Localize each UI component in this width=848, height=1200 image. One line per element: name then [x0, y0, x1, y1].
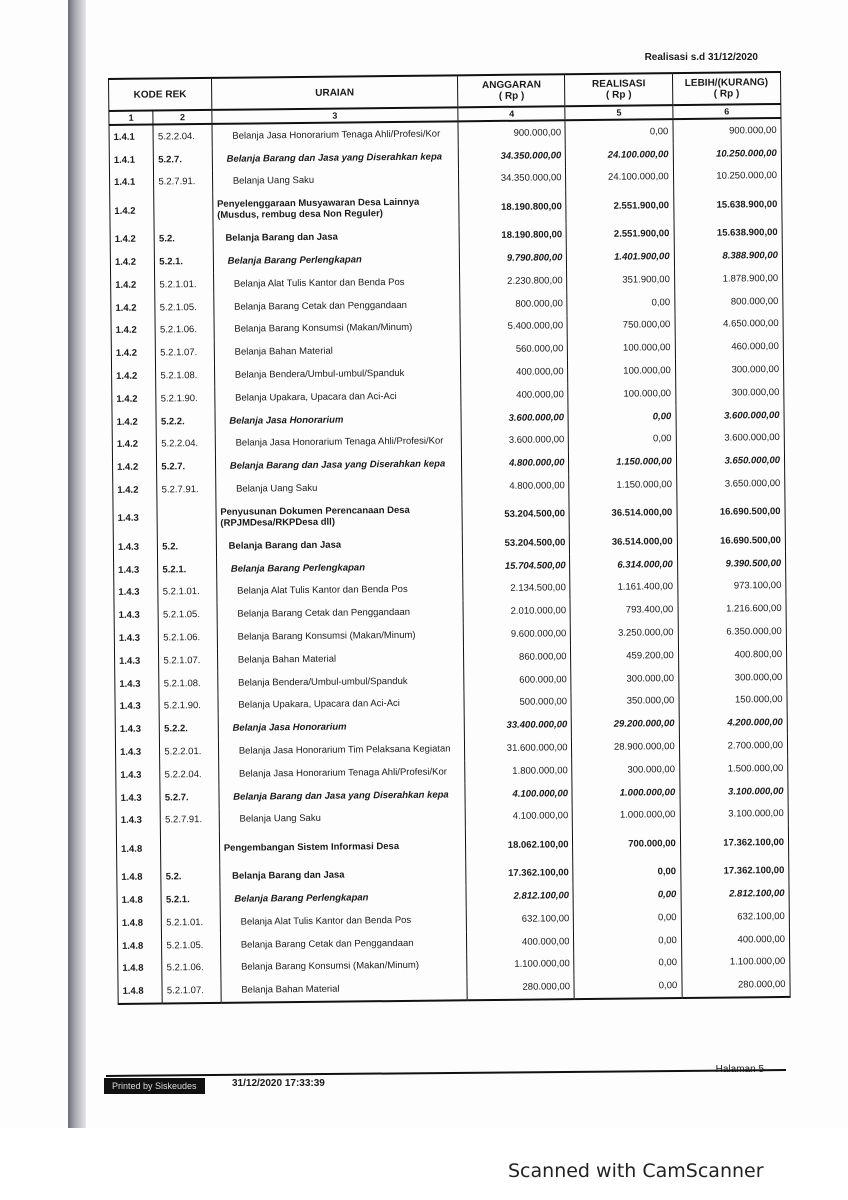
cell-lebih-kurang: 460.000,00 — [675, 335, 784, 359]
header-anggaran — [458, 74, 566, 107]
cell-lebih-kurang: 280.000,00 — [682, 973, 791, 998]
cell-kode-1: 1.4.3 — [114, 649, 159, 672]
cell-uraian: Belanja Barang Cetak dan Penggandaan — [220, 931, 467, 956]
cell-kode-2: 5.2.7. — [160, 786, 219, 809]
cell-uraian: Belanja Barang Perlengkapan — [216, 555, 463, 580]
cell-kode-2: 5.2. — [161, 865, 220, 888]
cell-uraian: Penyelenggaraan Musyawaran Desa Lainnya (Musdus, rembug desa Non Reguler) — [212, 191, 459, 228]
cell-kode-2: 5.2.1.05. — [155, 296, 214, 319]
cell-kode-1: 1.4.8 — [117, 911, 162, 934]
cell-uraian: Belanja Alat Tulis Kantor dan Benda Pos — [217, 578, 464, 603]
cell-realisasi: 24.100.000,00 — [566, 166, 673, 190]
cell-uraian: Belanja Bahan Material — [221, 977, 468, 1003]
cell-anggaran: 34.350.000,00 — [459, 167, 566, 191]
cell-realisasi: 0,00 — [565, 119, 672, 144]
cell-kode-1: 1.4.8 — [117, 889, 162, 912]
cell-kode-2: 5.2.1.08. — [159, 672, 218, 695]
cell-uraian: Belanja Upakara, Upacara dan Aci-Aci — [218, 692, 465, 717]
cell-realisasi: 28.900.000,00 — [572, 735, 679, 759]
cell-uraian: Belanja Barang Konsumsi (Makan/Minum) — [220, 954, 467, 979]
cell-uraian: Belanja Barang Konsumsi (Makan/Minum) — [214, 316, 461, 341]
column-number: 1 — [109, 111, 153, 125]
cell-realisasi: 300.000,00 — [571, 667, 678, 691]
cell-realisasi: 459.200,00 — [571, 644, 678, 668]
cell-realisasi: 0,00 — [569, 428, 676, 452]
cell-lebih-kurang: 2.812.100,00 — [681, 882, 790, 906]
cell-lebih-kurang: 8.388.900,00 — [674, 244, 783, 268]
cell-kode-1: 1.4.3 — [115, 672, 160, 695]
cell-uraian: Belanja Alat Tulis Kantor dan Benda Pos — [220, 908, 467, 933]
cell-lebih-kurang: 16.690.500,00 — [677, 529, 786, 553]
cell-anggaran: 1.800.000,00 — [465, 759, 572, 783]
cell-kode-1: 1.4.2 — [111, 342, 156, 365]
cell-realisasi: 700.000,00 — [573, 826, 681, 861]
budget-realization-table — [108, 71, 791, 1005]
cell-kode-1: 1.4.3 — [114, 604, 159, 627]
cell-kode-1: 1.4.2 — [112, 365, 157, 388]
cell-kode-2: 5.2.2.01. — [160, 740, 219, 763]
cell-kode-1: 1.4.8 — [118, 980, 163, 1004]
cell-anggaran: 4.800.000,00 — [462, 474, 569, 498]
cell-kode-2: 5.2.7.91. — [160, 808, 219, 831]
cell-kode-1: 1.4.3 — [114, 581, 159, 604]
cell-anggaran: 18.062.100,00 — [466, 827, 574, 862]
cell-realisasi: 100.000,00 — [568, 382, 675, 406]
cell-uraian: Belanja Uang Saku — [219, 806, 466, 831]
cell-lebih-kurang: 17.362.100,00 — [680, 859, 789, 883]
cell-anggaran: 4.100.000,00 — [465, 805, 572, 829]
cell-kode-1: 1.4.2 — [112, 456, 157, 479]
cell-uraian: Belanja Barang dan Jasa yang Diserahkan kepa — [219, 783, 466, 808]
cell-realisasi: 0,00 — [574, 929, 681, 953]
cell-kode-1: 1.4.3 — [113, 535, 158, 558]
cell-kode-2: 5.2.2.04. — [157, 432, 216, 455]
cell-kode-2: 5.2.1. — [158, 558, 217, 581]
cell-lebih-kurang: 3.600.000,00 — [676, 404, 785, 428]
cell-anggaran: 15.704.500,00 — [463, 554, 570, 578]
cell-kode-1: 1.4.2 — [111, 274, 156, 297]
cell-kode-2: 5.2.1. — [161, 888, 220, 911]
cell-kode-1: 1.4.2 — [110, 228, 155, 251]
header-realisasi-label: REALISASI — [591, 78, 646, 90]
cell-lebih-kurang: 6.350.000,00 — [678, 620, 787, 644]
cell-kode-2: 5.2.7. — [154, 148, 213, 171]
cell-kode-1: 1.4.2 — [112, 433, 157, 456]
cell-kode-1: 1.4.3 — [114, 627, 159, 650]
cell-realisasi: 1.150.000,00 — [569, 450, 676, 474]
cell-anggaran: 860.000,00 — [464, 645, 571, 669]
cell-kode-1: 1.4.2 — [112, 410, 157, 433]
cell-uraian: Belanja Jasa Honorarium — [215, 407, 462, 432]
cell-kode-2: 5.2.1.01. — [162, 911, 221, 934]
cell-anggaran: 600.000,00 — [464, 668, 571, 692]
cell-kode-2: 5.2. — [158, 535, 217, 558]
cell-realisasi: 0,00 — [574, 906, 681, 930]
cell-anggaran: 5.400.000,00 — [460, 315, 567, 339]
cell-realisasi: 1.161.400,00 — [570, 576, 677, 600]
cell-lebih-kurang: 900.000,00 — [673, 118, 782, 143]
cell-realisasi: 300.000,00 — [572, 758, 679, 782]
cell-kode-2: 5.2.7.91. — [154, 171, 213, 194]
cell-anggaran: 2.812.100,00 — [466, 884, 573, 908]
cell-uraian: Belanja Jasa Honorarium Tenaga Ahli/Profesi/Kor — [215, 430, 462, 455]
cell-lebih-kurang: 3.100.000,00 — [680, 802, 789, 826]
cell-uraian: Penyusunan Dokumen Perencanaan Desa (RPJMDesa/RKPDesa dll) — [216, 498, 463, 535]
cell-realisasi: 1.000.000,00 — [573, 804, 680, 828]
cell-kode-1: 1.4.3 — [116, 809, 161, 832]
cell-uraian: Belanja Barang Cetak dan Penggandaan — [214, 293, 461, 318]
footer-divider — [106, 1069, 786, 1077]
cell-realisasi: 0,00 — [568, 405, 675, 429]
cell-kode-1: 1.4.2 — [110, 194, 155, 228]
cell-kode-1: 1.4.8 — [117, 934, 162, 957]
cell-uraian: Pengembangan Sistem Informasi Desa — [219, 829, 466, 866]
cell-uraian: Belanja Bahan Material — [214, 339, 461, 364]
cell-kode-1: 1.4.3 — [116, 786, 161, 809]
cell-lebih-kurang: 4.200.000,00 — [679, 711, 788, 735]
column-number: 3 — [212, 107, 459, 124]
cell-lebih-kurang: 1.500.000,00 — [679, 757, 788, 781]
cell-anggaran: 400.000,00 — [461, 383, 568, 407]
cell-kode-2: 5.2.2.04. — [160, 763, 219, 786]
cell-kode-2: 5.2.1.01. — [158, 580, 217, 603]
cell-uraian: Belanja Barang Cetak dan Penggandaan — [217, 601, 464, 626]
cell-realisasi: 36.514.000,00 — [569, 496, 677, 531]
cell-realisasi: 2.551.900,00 — [566, 188, 674, 223]
cell-lebih-kurang: 3.600.000,00 — [676, 427, 785, 451]
column-number: 4 — [458, 106, 565, 121]
cell-kode-1: 1.4.2 — [110, 251, 155, 274]
cell-realisasi: 100.000,00 — [568, 336, 675, 360]
cell-realisasi: 0,00 — [567, 291, 674, 315]
cell-lebih-kurang: 1.216.600,00 — [678, 597, 787, 621]
cell-kode-2 — [157, 501, 216, 536]
cell-anggaran: 900.000,00 — [458, 120, 565, 145]
cell-anggaran: 4.800.000,00 — [462, 452, 569, 476]
column-number: 2 — [153, 110, 212, 125]
cell-anggaran: 34.350.000,00 — [458, 144, 565, 168]
cell-kode-1: 1.4.3 — [116, 763, 161, 786]
cell-kode-1: 1.4.8 — [118, 957, 163, 980]
cell-anggaran: 18.190.800,00 — [459, 224, 566, 248]
cell-realisasi: 0,00 — [574, 974, 681, 999]
cell-kode-2: 5.2.1.90. — [159, 694, 218, 717]
cell-realisasi: 24.100.000,00 — [566, 143, 673, 167]
cell-realisasi: 36.514.000,00 — [570, 530, 677, 554]
cell-uraian: Belanja Upakara, Upacara dan Aci-Aci — [214, 384, 461, 409]
cell-kode-2: 5.2.1.90. — [156, 387, 215, 410]
cell-lebih-kurang: 9.390.500,00 — [677, 552, 786, 576]
header-uraian: URAIAN — [211, 75, 458, 110]
cell-lebih-kurang: 632.100,00 — [681, 905, 790, 929]
cell-realisasi: 793.400,00 — [570, 598, 677, 622]
cell-kode-1: 1.4.2 — [111, 296, 156, 319]
cell-kode-2: 5.2.7. — [157, 455, 216, 478]
page-number: Halaman 5 — [715, 1064, 764, 1075]
cell-anggaran: 632.100,00 — [466, 907, 573, 931]
cell-lebih-kurang: 3.100.000,00 — [680, 780, 789, 804]
cell-anggaran: 17.362.100,00 — [466, 861, 573, 885]
report-period-caption: Realisasi s.d 31/12/2020 — [644, 52, 758, 63]
cell-lebih-kurang: 4.650.000,00 — [675, 313, 784, 337]
header-anggaran-unit: ( Rp ) — [498, 90, 525, 102]
page-edge-shadow — [68, 0, 86, 1128]
cell-anggaran: 1.100.000,00 — [467, 953, 574, 977]
cell-kode-2: 5.2.1.06. — [159, 626, 218, 649]
cell-kode-2: 5.2. — [154, 227, 213, 250]
cell-anggaran: 280.000,00 — [467, 975, 574, 1000]
cell-realisasi: 0,00 — [574, 952, 681, 976]
column-number: 6 — [673, 104, 781, 119]
cell-realisasi: 350.000,00 — [571, 690, 678, 714]
cell-anggaran: 500.000,00 — [464, 691, 571, 715]
cell-lebih-kurang: 150.000,00 — [679, 688, 788, 712]
cell-uraian: Belanja Barang dan Jasa yang Diserahkan kepa — [212, 145, 459, 170]
cell-anggaran: 53.204.500,00 — [462, 497, 570, 532]
cell-anggaran: 2.134.500,00 — [463, 577, 570, 601]
cell-kode-2: 5.2.2.04. — [153, 124, 212, 148]
cell-kode-2: 5.2.1. — [155, 250, 214, 273]
cell-realisasi: 29.200.000,00 — [572, 712, 679, 736]
cell-anggaran: 9.790.800,00 — [460, 246, 567, 270]
cell-kode-2: 5.2.1.01. — [155, 273, 214, 296]
cell-uraian: Belanja Jasa Honorarium — [218, 715, 465, 740]
cell-lebih-kurang: 16.690.500,00 — [677, 495, 786, 530]
cell-lebih-kurang: 17.362.100,00 — [680, 825, 789, 860]
cell-realisasi: 750.000,00 — [567, 314, 674, 338]
cell-kode-2 — [161, 831, 220, 866]
cell-anggaran: 2.230.800,00 — [460, 269, 567, 293]
cell-lebih-kurang: 300.000,00 — [675, 381, 784, 405]
cell-kode-1: 1.4.3 — [113, 501, 158, 535]
cell-uraian: Belanja Barang dan Jasa — [213, 225, 460, 250]
cell-realisasi: 2.551.900,00 — [567, 222, 674, 246]
header-lebih-label: LEBIH/(KURANG) — [684, 77, 769, 89]
cell-uraian: Belanja Jasa Honorarium Tenaga Ahli/Profesi/Kor — [218, 760, 465, 785]
cell-realisasi: 1.000.000,00 — [572, 781, 679, 805]
cell-anggaran: 3.600.000,00 — [461, 406, 568, 430]
report-page — [86, 0, 786, 1128]
cell-lebih-kurang: 800.000,00 — [674, 290, 783, 314]
cell-uraian: Belanja Uang Saku — [215, 475, 462, 500]
cell-lebih-kurang: 300.000,00 — [678, 666, 787, 690]
cell-kode-2: 5.2.1.07. — [162, 979, 221, 1003]
header-lebih-kurang — [672, 72, 781, 105]
cell-anggaran: 33.400.000,00 — [464, 714, 571, 738]
cell-kode-2: 5.2.2. — [160, 717, 219, 740]
cell-uraian: Belanja Uang Saku — [212, 168, 459, 193]
cell-anggaran: 800.000,00 — [460, 292, 567, 316]
cell-lebih-kurang: 2.700.000,00 — [679, 734, 788, 758]
cell-realisasi: 0,00 — [573, 883, 680, 907]
cell-kode-1: 1.4.3 — [115, 695, 160, 718]
cell-kode-2: 5.2.1.08. — [156, 364, 215, 387]
header-realisasi — [565, 73, 673, 106]
cell-lebih-kurang: 300.000,00 — [675, 358, 784, 382]
cell-kode-2: 5.2.1.07. — [156, 341, 215, 364]
cell-lebih-kurang: 3.650.000,00 — [676, 449, 785, 473]
cell-realisasi: 1.401.900,00 — [567, 245, 674, 269]
cell-lebih-kurang: 400.000,00 — [681, 928, 790, 952]
camscanner-watermark: Scanned with CamScanner — [508, 1160, 764, 1182]
cell-anggaran: 400.000,00 — [467, 930, 574, 954]
cell-lebih-kurang: 1.100.000,00 — [681, 950, 790, 974]
cell-kode-2: 5.2.1.06. — [155, 318, 214, 341]
cell-kode-1: 1.4.3 — [115, 741, 160, 764]
cell-anggaran: 31.600.000,00 — [465, 736, 572, 760]
cell-anggaran: 9.600.000,00 — [463, 622, 570, 646]
cell-realisasi: 1.150.000,00 — [569, 473, 676, 497]
cell-realisasi: 100.000,00 — [568, 359, 675, 383]
cell-kode-1: 1.4.3 — [114, 558, 159, 581]
cell-kode-1: 1.4.2 — [112, 387, 157, 410]
column-number: 5 — [565, 105, 672, 120]
cell-kode-1: 1.4.8 — [117, 866, 162, 889]
cell-lebih-kurang: 3.650.000,00 — [676, 472, 785, 496]
cell-kode-1: 1.4.1 — [109, 171, 154, 194]
cell-uraian: Belanja Jasa Honorarium Tim Pelaksana Kegiatan — [218, 737, 465, 762]
cell-lebih-kurang: 15.638.900,00 — [673, 187, 782, 222]
cell-uraian: Belanja Bahan Material — [217, 646, 464, 671]
cell-uraian: Belanja Jasa Honorarium Tenaga Ahli/Profesi/Kor — [212, 121, 459, 147]
cell-lebih-kurang: 400.800,00 — [678, 643, 787, 667]
cell-kode-2: 5.2.2. — [156, 410, 215, 433]
table-body — [109, 118, 790, 1004]
cell-kode-1: 1.4.2 — [113, 479, 158, 502]
cell-lebih-kurang: 973.100,00 — [677, 574, 786, 598]
cell-uraian: Belanja Barang Konsumsi (Makan/Minum) — [217, 623, 464, 648]
cell-kode-1: 1.4.8 — [116, 832, 161, 866]
printed-by-badge: Printed by Siskeudes — [104, 1078, 205, 1094]
cell-kode-1: 1.4.1 — [109, 125, 154, 149]
cell-uraian: Belanja Barang dan Jasa yang Diserahkan kepa — [215, 453, 462, 478]
header-anggaran-label: ANGGARAN — [481, 79, 541, 92]
cell-lebih-kurang: 10.250.000,00 — [673, 142, 782, 166]
cell-kode-2: 5.2.1.06. — [162, 956, 221, 979]
cell-anggaran: 4.100.000,00 — [465, 782, 572, 806]
cell-lebih-kurang: 10.250.000,00 — [673, 165, 782, 189]
cell-uraian: Belanja Barang Perlengkapan — [213, 248, 460, 273]
cell-anggaran: 18.190.800,00 — [459, 190, 567, 225]
cell-uraian: Belanja Bendera/Umbul-umbul/Spanduk — [217, 669, 464, 694]
cell-kode-1: 1.4.2 — [111, 319, 156, 342]
cell-uraian: Belanja Barang dan Jasa — [219, 863, 466, 888]
cell-anggaran: 560.000,00 — [461, 338, 568, 362]
header-kode-rek: KODE REK — [109, 78, 212, 111]
cell-lebih-kurang: 15.638.900,00 — [674, 221, 783, 245]
cell-uraian: Belanja Barang Perlengkapan — [220, 885, 467, 910]
print-timestamp: 31/12/2020 17:33:39 — [232, 1078, 325, 1089]
cell-realisasi: 351.900,00 — [567, 268, 674, 292]
cell-anggaran: 2.010.000,00 — [463, 600, 570, 624]
cell-kode-1: 1.4.1 — [109, 148, 154, 171]
cell-anggaran: 3.600.000,00 — [461, 429, 568, 453]
cell-realisasi: 6.314.000,00 — [570, 553, 677, 577]
cell-uraian: Belanja Alat Tulis Kantor dan Benda Pos — [213, 270, 460, 295]
cell-uraian: Belanja Barang dan Jasa — [216, 532, 463, 557]
cell-realisasi: 3.250.000,00 — [571, 621, 678, 645]
header-lebih-unit: ( Rp ) — [713, 88, 740, 100]
cell-kode-2: 5.2.1.07. — [159, 649, 218, 672]
cell-realisasi: 0,00 — [573, 860, 680, 884]
cell-anggaran: 53.204.500,00 — [463, 531, 570, 555]
cell-kode-2: 5.2.1.05. — [162, 934, 221, 957]
cell-lebih-kurang: 1.878.900,00 — [674, 267, 783, 291]
cell-kode-2: 5.2.1.05. — [158, 603, 217, 626]
header-realisasi-unit: ( Rp ) — [605, 89, 632, 101]
cell-uraian: Belanja Bendera/Umbul-umbul/Spanduk — [214, 361, 461, 386]
cell-kode-1: 1.4.3 — [115, 718, 160, 741]
cell-anggaran: 400.000,00 — [461, 360, 568, 384]
cell-kode-2 — [154, 193, 213, 228]
cell-kode-2: 5.2.7.91. — [157, 478, 216, 501]
